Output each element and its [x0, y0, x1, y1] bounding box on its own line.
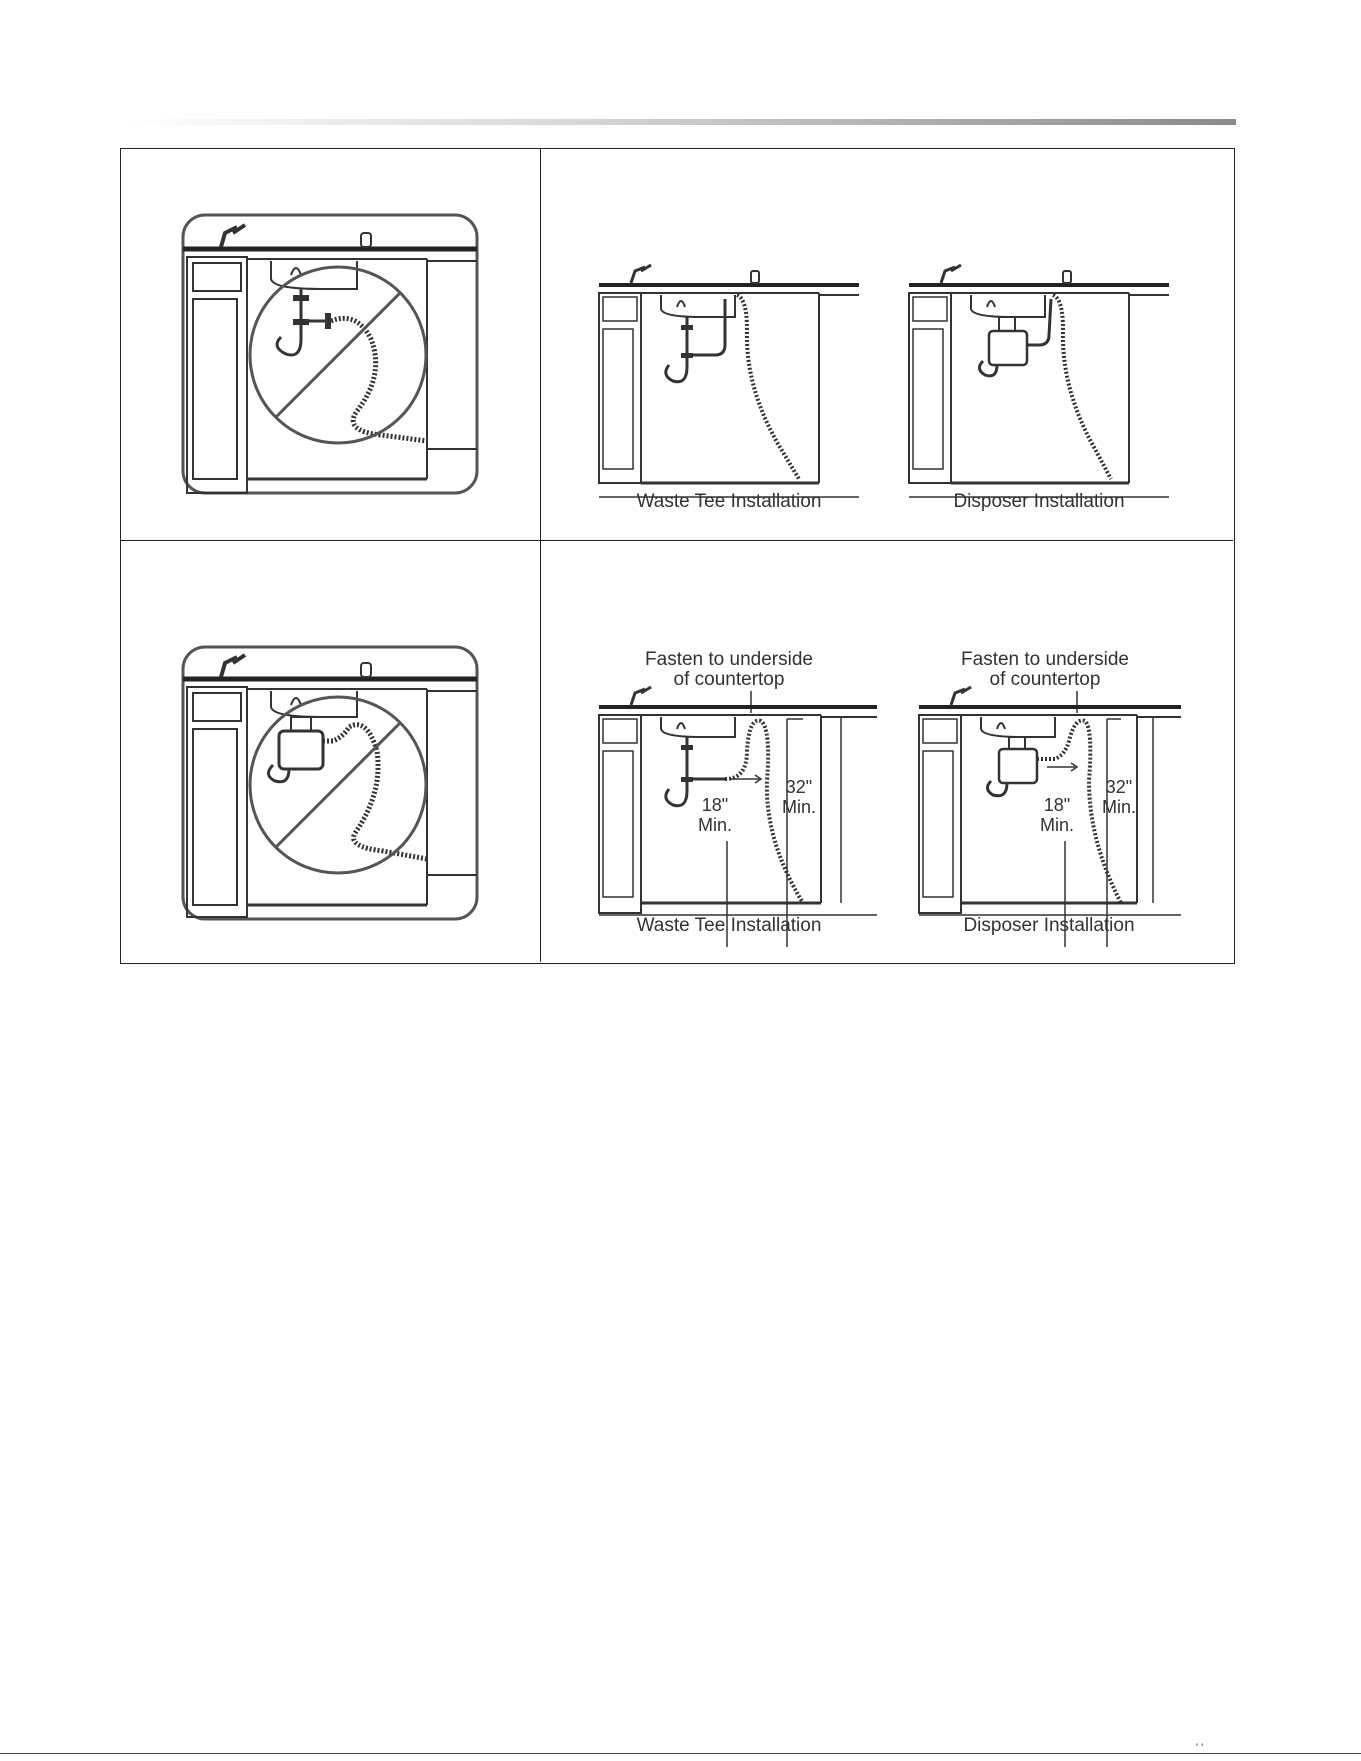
footer-mark: ' '	[1196, 1742, 1204, 1754]
incorrect-waste-tee-diagram	[121, 149, 541, 541]
disposer-high-loop-caption: Disposer Installation	[963, 915, 1135, 936]
waste-tee-high-loop-drawing	[599, 687, 877, 947]
dim-18-unit-left: Min.	[697, 815, 733, 835]
high-loop-installation-cell	[541, 541, 1233, 962]
incorrect-disposer-diagram	[121, 541, 541, 962]
high-loop-installation-diagram	[541, 541, 1233, 962]
fasten-note-right-line2: of countertop	[989, 669, 1101, 690]
dim-18-value-right: 18"	[1043, 795, 1071, 815]
incorrect-disposer-cell	[121, 541, 541, 962]
dim-32-value-right: 32"	[1105, 777, 1133, 797]
fasten-note-left-line2: of countertop	[673, 669, 785, 690]
dim-32-value-left: 32"	[785, 777, 813, 797]
dim-32-unit-right: Min.	[1101, 797, 1137, 817]
dim-18-value-left: 18"	[701, 795, 729, 815]
header-gradient-rule	[120, 119, 1236, 125]
waste-tee-drawing	[599, 265, 859, 497]
disposer-drawing	[909, 265, 1169, 497]
dim-32-unit-left: Min.	[781, 797, 817, 817]
installation-diagram-table	[120, 148, 1235, 964]
waste-tee-high-loop-caption: Waste Tee Installation	[636, 915, 822, 936]
fasten-note-right-line1: Fasten to underside	[961, 649, 1129, 670]
disposer-caption: Disposer Installation	[953, 491, 1125, 512]
waste-tee-caption: Waste Tee Installation	[636, 491, 822, 512]
correct-installation-cell	[541, 149, 1233, 541]
footer-rule	[0, 1753, 1361, 1754]
incorrect-waste-tee-cell	[121, 149, 541, 541]
fasten-note-left-line1: Fasten to underside	[645, 649, 813, 670]
dim-18-unit-right: Min.	[1039, 815, 1075, 835]
correct-installation-diagram	[541, 149, 1233, 541]
